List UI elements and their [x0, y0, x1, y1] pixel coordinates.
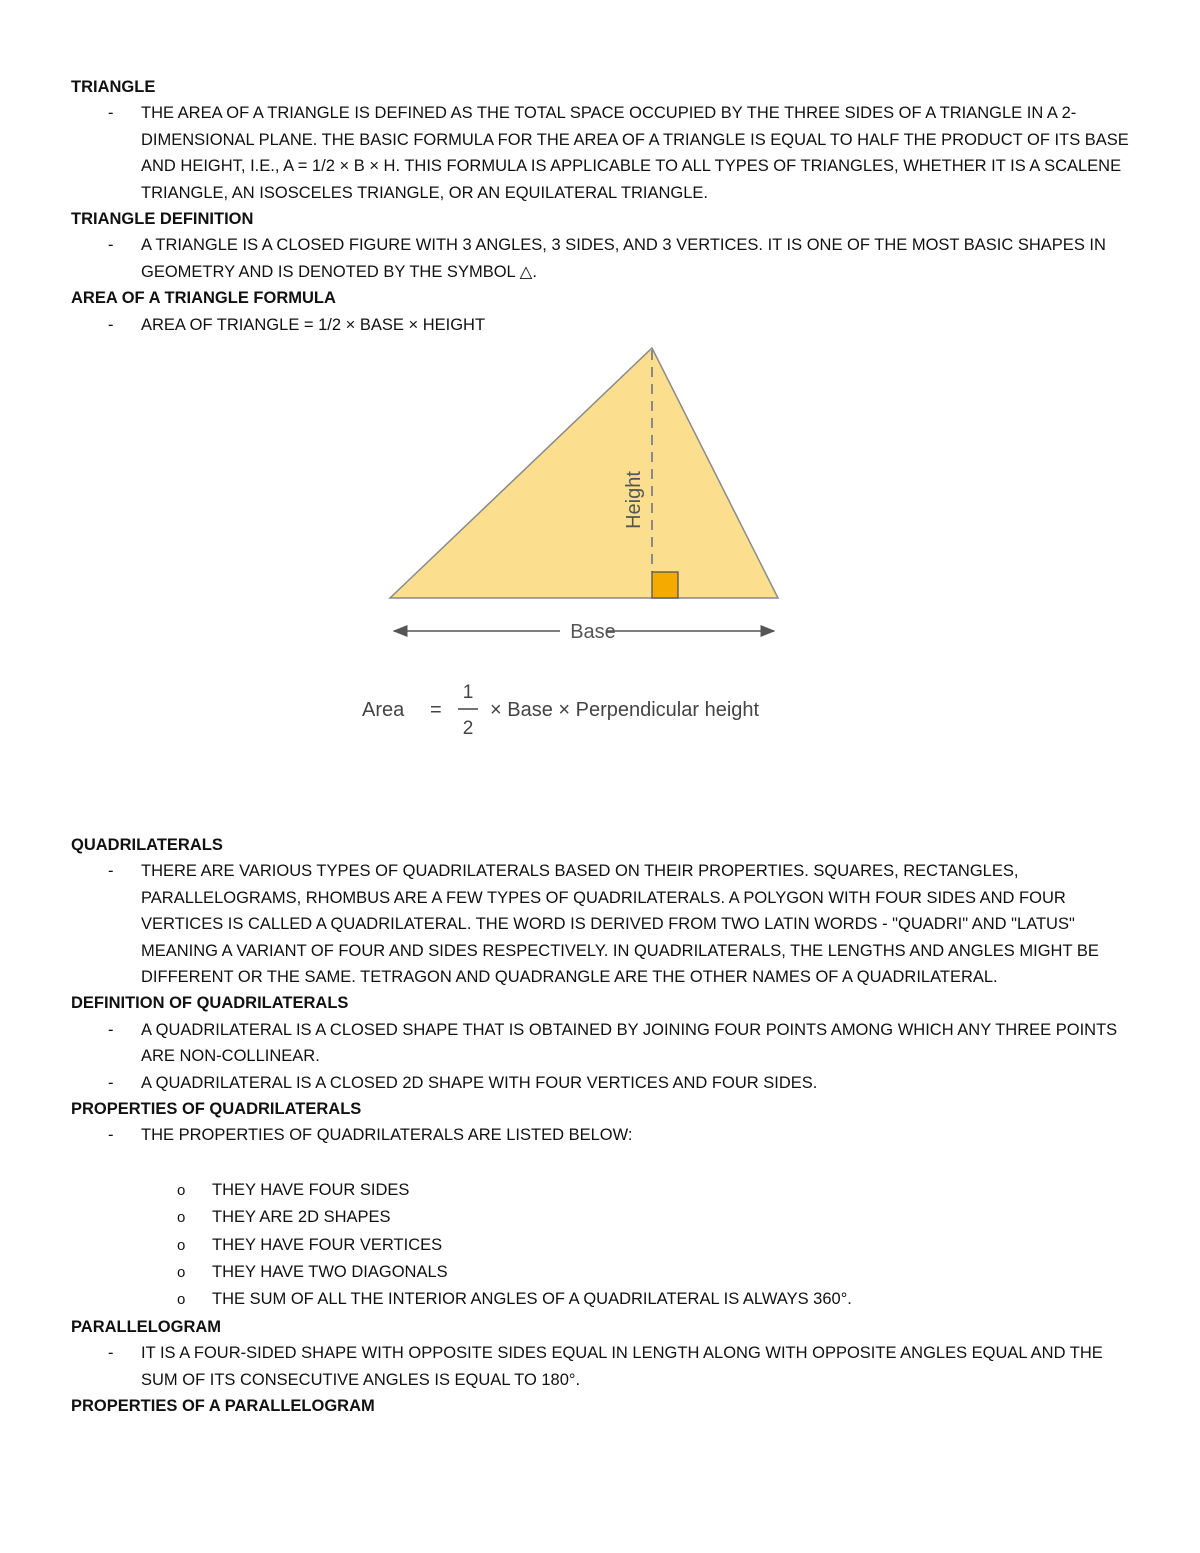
paragraph-triangle-definition: - A TRIANGLE IS A CLOSED FIGURE WITH 3 ANGLES, 3 SIDES, AND 3 VERTICES. IT IS ONE OF THE MOST BASIC SHAPES IN GEOMETRY AND IS DENOTED BY THE SYMBOL △.	[71, 232, 1136, 285]
paragraph-parallelogram: - IT IS A FOUR-SIDED SHAPE WITH OPPOSITE SIDES EQUAL IN LENGTH ALONG WITH OPPOSITE ANGLES EQUAL AND THE SUM OF ITS CONSECUTIVE ANGLES IS EQUAL TO 180°.	[71, 1340, 1136, 1393]
triangle-area-figure	[350, 340, 830, 760]
triangle-shape	[390, 348, 778, 598]
paragraph-quadrilaterals: - THERE ARE VARIOUS TYPES OF QUADRILATERALS BASED ON THEIR PROPERTIES. SQUARES, RECTANGLES, PARALLELOGRAMS, RHOMBUS ARE A FEW TYPES OF QUADRILATERALS. A POLYGON WITH FOUR SIDES AND FOUR VERTICES IS CALLED A QUADRILATERAL. THE WORD IS DERIVED FROM TWO LATIN WORDS - "QUADRI" AND "LATUS" MEANING A VARIANT OF FOUR AND SIDES RESPECTIVELY. IN QUADRILATERALS, THE LENGTHS AND ANGLES MIGHT BE DIFFERENT OR THE SAME. TETRAGON AND QUADRANGLE ARE THE OTHER NAMES OF A QUADRILATERAL.	[71, 858, 1136, 990]
height-label: Height	[623, 471, 645, 529]
paragraph-triangle: - THE AREA OF A TRIANGLE IS DEFINED AS THE TOTAL SPACE OCCUPIED BY THE THREE SIDES OF A TRIANGLE IN A 2-DIMENSIONAL PLANE. THE BASIC FORMULA FOR THE AREA OF A TRIANGLE IS EQUAL TO HALF THE PRODUCT OF ITS BASE AND HEIGHT, I.E., A = 1/2 × B × H. THIS FORMULA IS APPLICABLE TO ALL TYPES OF TRIANGLES, WHETHER IT IS A SCALENE TRIANGLE, AN ISOSCELES TRIANGLE, OR AN EQUILATERAL TRIANGLE.	[71, 100, 1136, 206]
formula-area-label: Area	[362, 699, 405, 721]
heading-area-formula: AREA OF A TRIANGLE FORMULA	[71, 289, 336, 308]
quad-property-item-2: o THEY ARE 2D SHAPES	[71, 1204, 1136, 1231]
formula-rest: × Base × Perpendicular height	[490, 699, 760, 721]
quad-definition-item-2: - A QUADRILATERAL IS A CLOSED 2D SHAPE WITH FOUR VERTICES AND FOUR SIDES.	[71, 1070, 1136, 1096]
heading-parallelogram-properties: PROPERTIES OF A PARALLELOGRAM	[71, 1397, 375, 1416]
quad-property-item-5: o THE SUM OF ALL THE INTERIOR ANGLES OF A QUADRILATERAL IS ALWAYS 360°.	[71, 1286, 1136, 1313]
list-spacer	[71, 1149, 1136, 1177]
base-label: Base	[570, 621, 616, 643]
quad-property-item-4: o THEY HAVE TWO DIAGONALS	[71, 1259, 1136, 1286]
formula-denominator: 2	[462, 718, 474, 739]
heading-triangle: TRIANGLE	[71, 78, 156, 96]
paragraph-area-formula: - AREA OF TRIANGLE = 1/2 × BASE × HEIGHT	[71, 312, 1136, 338]
quad-definition-item-1: - A QUADRILATERAL IS A CLOSED SHAPE THAT IS OBTAINED BY JOINING FOUR POINTS AMONG WHICH ANY THREE POINTS ARE NON-COLLINEAR.	[71, 1017, 1136, 1070]
formula-numerator: 1	[462, 682, 474, 703]
heading-quad-properties: PROPERTIES OF QUADRILATERALS	[71, 1100, 362, 1119]
heading-quad-definition: DEFINITION OF QUADRILATERALS	[71, 994, 349, 1013]
quad-property-item-3: o THEY HAVE FOUR VERTICES	[71, 1232, 1136, 1259]
right-angle-marker	[652, 572, 678, 598]
heading-triangle-definition: TRIANGLE DEFINITION	[71, 210, 254, 229]
heading-quadrilaterals: QUADRILATERALS	[71, 836, 223, 855]
paragraph-quad-properties: - THE PROPERTIES OF QUADRILATERALS ARE LISTED BELOW:	[71, 1122, 1136, 1148]
formula-equals: =	[430, 699, 442, 721]
quad-property-item-1: o THEY HAVE FOUR SIDES	[71, 1177, 1136, 1204]
heading-parallelogram: PARALLELOGRAM	[71, 1317, 222, 1336]
